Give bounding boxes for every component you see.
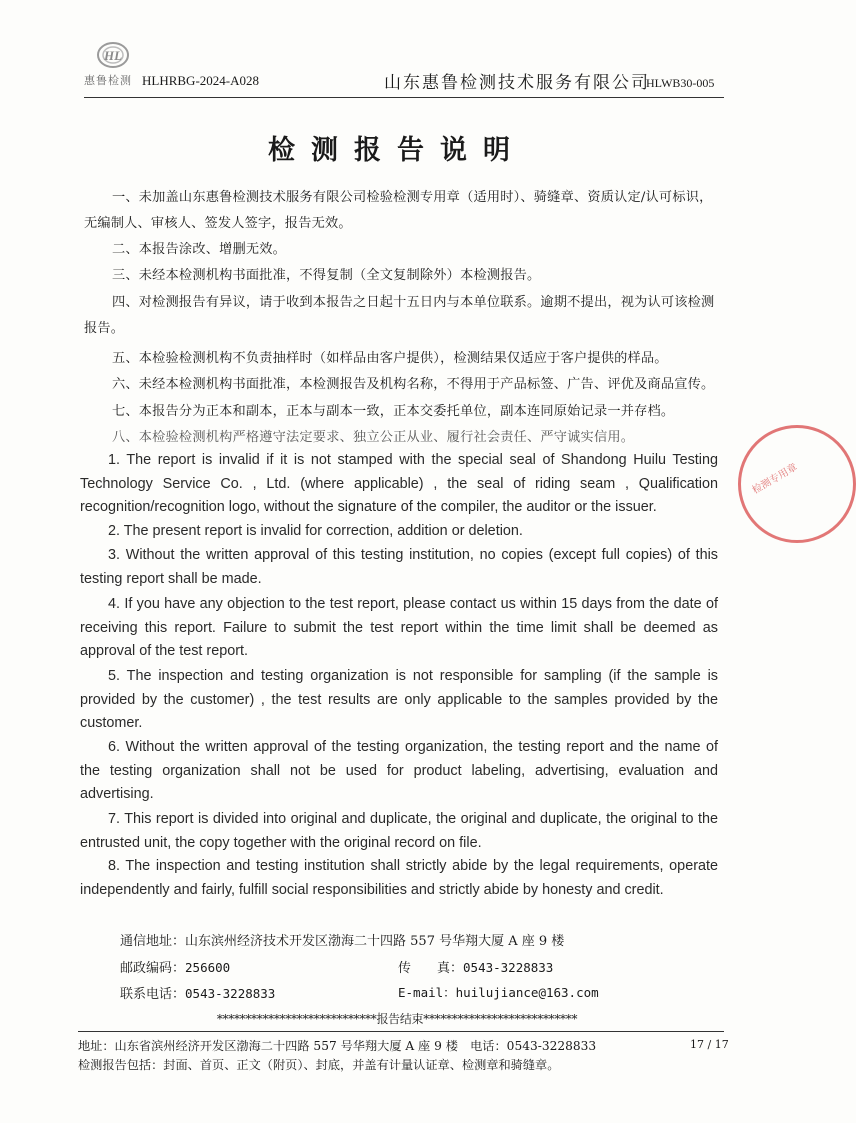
notice-en-2: 2. The present report is invalid for correction, addition or deletion.	[108, 523, 523, 539]
fax-value: 0543-3228833	[463, 960, 554, 975]
postcode-value: 256600	[185, 960, 231, 975]
email	[398, 983, 599, 1001]
notice-cn-4: 四、对检测报告有异议，请于收到本报告之日起十五日内与本单位联系。逾期不提出，视为认可该检测报告。	[84, 295, 715, 336]
address-value: 山东滨州经济技术开发区渤海二十四路 557 号华翔大厦 A 座 9 楼	[185, 934, 565, 949]
phone-value: 0543-3228833	[185, 986, 276, 1001]
form-code: HLWB30-005	[646, 76, 715, 90]
address-label: 通信地址：	[120, 934, 186, 949]
notice-en-5: 5. The inspection and testing organization is not responsible for sampling (if the sample is provided by the customer) , the test results are only applicable to the samples provided by the customer.	[80, 668, 718, 732]
report-number: HLHRBG-2024-A028	[142, 73, 259, 88]
footer-contents: 检测报告包括：封面、首页、正文（附页）、封底，并盖有计量认证章、检测章和骑缝章。	[78, 1058, 560, 1072]
notice-cn-1: 一、未加盖山东惠鲁检测技术服务有限公司检验检测专用章（适用时）、骑缝章、资质认定/认可标识，无编制人、审核人、签发人签字，报告无效。	[84, 190, 713, 231]
page-title: 检测报告说明	[268, 135, 526, 166]
report-end-marker: ****************************报告结束***************************	[216, 1012, 578, 1026]
fax	[398, 957, 553, 976]
notice-cn-2: 二、本报告涂改、增删无效。	[112, 242, 287, 257]
phone-label: 联系电话：	[120, 987, 186, 1002]
notice-en-7: 7. This report is divided into original and duplicate, the original and duplicate, the original to the entrusted unit, the copy together with the original record on file.	[80, 811, 718, 851]
company-logo	[84, 40, 142, 92]
postcode-label: 邮政编码：	[120, 961, 186, 976]
svg-text:HL: HL	[103, 48, 123, 63]
company-name: 山东惠鲁检测技术服务有限公司	[384, 73, 650, 93]
notice-en-8: 8. The inspection and testing institution shall strictly abide by the legal requirements, operate independently and fairly, fulfill social responsibilities and strictly abide by honesty and credit.	[80, 858, 718, 898]
postcode	[120, 957, 230, 976]
footer-address: 地址：山东省滨州经济开发区渤海二十四路 557 号华翔大厦 A 座 9 楼 电话：0543-3228833	[78, 1039, 597, 1053]
notice-cn-6: 六、未经本检测机构书面批准，本检测报告及机构名称，不得用于产品标签、广告、评优及商品宣传。	[112, 377, 715, 392]
notice-en-6: 6. Without the written approval of the testing organization, the testing report and the name of the testing organization shall not be used for product labeling, advertising, evaluation and advertising.	[80, 739, 718, 803]
fax-label: 传 真：	[398, 961, 464, 976]
email-label: E-mail：	[398, 985, 456, 1000]
email-value: huilujiance@163.com	[455, 985, 599, 1000]
notice-cn-3: 三、未经本检测机构书面批准，不得复制（全文复制除外）本检测报告。	[112, 268, 541, 283]
seal-text: 检测专用章	[750, 461, 800, 497]
notice-cn-7: 七、本报告分为正本和副本，正本与副本一致，正本交委托单位，副本连同原始记录一并存档。	[112, 404, 675, 419]
seal-stamp	[738, 425, 856, 543]
notice-en-4: 4. If you have any objection to the test report, please contact us within 15 days from the date of receiving this report. Failure to submit the test report within the time limit shall be deemed as approval of the test report.	[80, 596, 718, 660]
notice-en-1: 1. The report is invalid if it is not stamped with the special seal of Shandong Huilu Testing Technology Service Co. , Ltd. (where applicable) , the seal of riding seam , Qualification recognition/recognition logo, without the signature of the compiler, the auditor or the issuer.	[80, 452, 718, 516]
notice-en-3: 3. Without the written approval of this testing institution, no copies (except full copies) of this testing report shall be made.	[80, 547, 718, 587]
phone	[120, 983, 275, 1002]
mailing-address	[120, 930, 564, 949]
header-divider	[84, 97, 724, 98]
notice-cn-8: 八、本检验检测机构严格遵守法定要求、独立公正从业、履行社会责任、严守诚实信用。	[112, 430, 635, 445]
page-number: 17 / 17	[690, 1038, 729, 1051]
hl-logo-icon	[96, 40, 130, 70]
logo-text: 惠鲁检测	[84, 74, 132, 87]
footer-divider	[78, 1031, 724, 1032]
notice-cn-5: 五、本检验检测机构不负责抽样时（如样品由客户提供），检测结果仅适应于客户提供的样品。	[112, 351, 668, 366]
